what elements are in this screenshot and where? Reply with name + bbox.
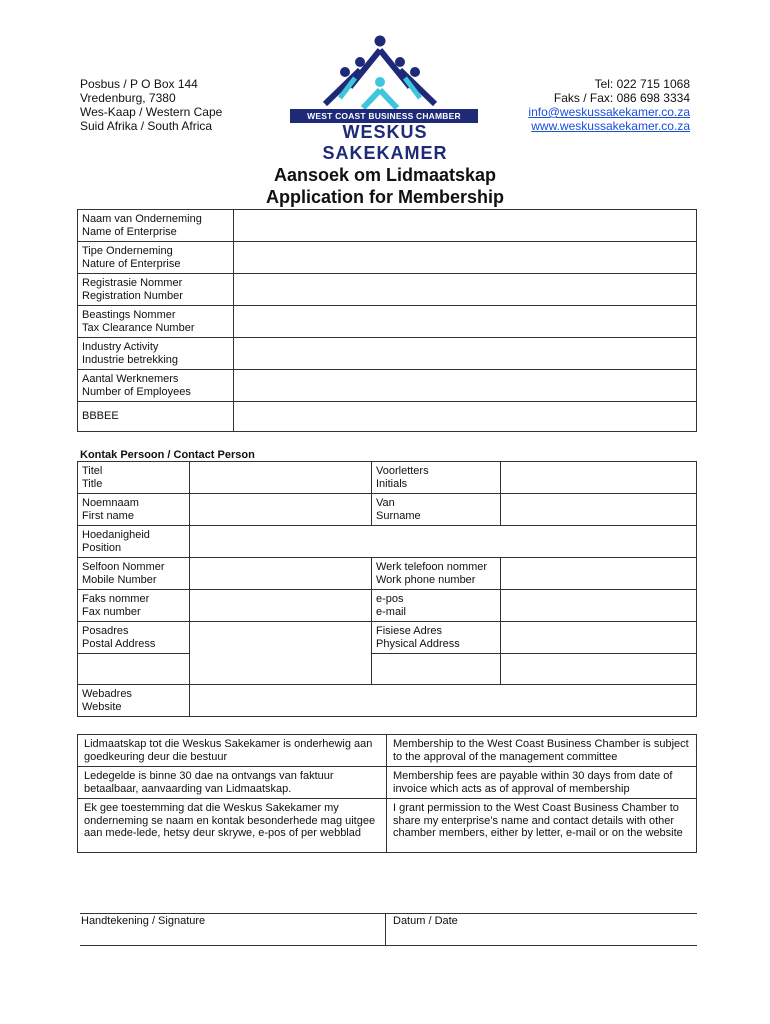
page-title-english: Application for Membership bbox=[265, 187, 505, 207]
website-link[interactable]: www.weskussakekamer.co.za bbox=[531, 119, 690, 133]
terms-table bbox=[77, 734, 697, 853]
logo-name: WESKUS SAKEKAMER bbox=[322, 122, 448, 163]
enterprise-table bbox=[77, 209, 697, 432]
label-cell: Hoedanigheid Position bbox=[78, 526, 190, 558]
contact-table bbox=[77, 461, 697, 717]
logo-band: WEST COAST BUSINESS CHAMBER bbox=[290, 109, 478, 123]
physical-address-extra[interactable] bbox=[501, 654, 697, 685]
contact-details-block bbox=[528, 77, 690, 133]
label-cell: Faks nommer Fax number bbox=[78, 590, 190, 622]
address-line: Vredenburg, 7380 bbox=[80, 91, 176, 105]
term-english: Membership fees are payable within 30 days from date of invoice which acts as of approval of membership bbox=[387, 767, 697, 799]
postal-address-input[interactable] bbox=[190, 622, 372, 685]
position-input[interactable] bbox=[190, 526, 697, 558]
term-afrikaans: Lidmaatskap tot die Weskus Sakekamer is onderhewig aan goedkeuring deur die bestuur bbox=[78, 735, 387, 767]
surname-input[interactable] bbox=[501, 494, 697, 526]
enterprise-name-input[interactable] bbox=[234, 210, 697, 242]
label-cell: Webadres Website bbox=[78, 685, 190, 717]
label-cell: Tipe Onderneming Nature of Enterprise bbox=[78, 242, 234, 274]
email-link[interactable]: info@weskussakekamer.co.za bbox=[528, 105, 690, 119]
term-afrikaans: Ek gee toestemming dat die Weskus Sakekamer my onderneming se naam en kontak besonderhede mag uitgee aan mede-lede, hetsy deur skrywe, e-pos of per webblad bbox=[78, 799, 387, 853]
tax-clearance-input[interactable] bbox=[234, 306, 697, 338]
postal-address-extra[interactable] bbox=[78, 654, 190, 685]
industry-activity-input[interactable] bbox=[234, 338, 697, 370]
label-cell: Registrasie Nommer Registration Number bbox=[78, 274, 234, 306]
signature-divider bbox=[385, 913, 386, 945]
label-cell: Posadres Postal Address bbox=[78, 622, 190, 654]
initials-input[interactable] bbox=[501, 462, 697, 494]
physical-address-input[interactable] bbox=[501, 622, 697, 654]
registration-number-input[interactable] bbox=[234, 274, 697, 306]
page-title-afrikaans: Aansoek om Lidmaatskap bbox=[273, 165, 497, 185]
label-cell: Noemnaam First name bbox=[78, 494, 190, 526]
label-cell: Titel Title bbox=[78, 462, 190, 494]
first-name-input[interactable] bbox=[190, 494, 372, 526]
enterprise-nature-input[interactable] bbox=[234, 242, 697, 274]
physical-address-extra-label bbox=[372, 654, 501, 685]
label-cell: Beastings Nommer Tax Clearance Number bbox=[78, 306, 234, 338]
email-input[interactable] bbox=[501, 590, 697, 622]
label-cell: e-pos e-mail bbox=[372, 590, 501, 622]
label-cell: Voorletters Initials bbox=[372, 462, 501, 494]
address-line: Wes-Kaap / Western Cape bbox=[80, 105, 223, 119]
label-cell: Fisiese Adres Physical Address bbox=[372, 622, 501, 654]
bbbee-input[interactable] bbox=[234, 402, 697, 432]
date-field[interactable]: Datum / Date bbox=[393, 915, 458, 927]
label-cell: Naam van Onderneming Name of Enterprise bbox=[78, 210, 234, 242]
signature-bottom-line bbox=[80, 945, 697, 946]
fax: Faks / Fax: 086 698 3334 bbox=[553, 91, 690, 105]
label-cell: Selfoon Nommer Mobile Number bbox=[78, 558, 190, 590]
term-english: Membership to the West Coast Business Chamber is subject to the approval of the management committee bbox=[387, 735, 697, 767]
mobile-number-input[interactable] bbox=[190, 558, 372, 590]
address-line: Posbus / P O Box 144 bbox=[80, 77, 198, 91]
contact-heading: Kontak Persoon / Contact Person bbox=[80, 449, 255, 461]
postal-address-block bbox=[80, 77, 222, 133]
label-cell: Industry Activity Industrie betrekking bbox=[78, 338, 234, 370]
signature-field[interactable]: Handtekening / Signature bbox=[81, 915, 206, 927]
label-cell: Van Surname bbox=[372, 494, 501, 526]
signature-top-line bbox=[80, 913, 697, 914]
fax-number-input[interactable] bbox=[190, 590, 372, 622]
address-line: Suid Afrika / South Africa bbox=[80, 119, 213, 133]
label-cell: Aantal Werknemers Number of Employees bbox=[78, 370, 234, 402]
title-input[interactable] bbox=[190, 462, 372, 494]
term-english: I grant permission to the West Coast Business Chamber to share my enterprise’s name and contact details with other chamber members, either by letter, e-mail or on the website bbox=[387, 799, 697, 853]
telephone: Tel: 022 715 1068 bbox=[594, 77, 690, 91]
work-phone-input[interactable] bbox=[501, 558, 697, 590]
label-cell: Werk telefoon nommer Work phone number bbox=[372, 558, 501, 590]
employees-input[interactable] bbox=[234, 370, 697, 402]
website-input[interactable] bbox=[190, 685, 697, 717]
label-cell: BBBEE bbox=[78, 402, 234, 432]
term-afrikaans: Ledegelde is binne 30 dae na ontvangs van faktuur betaalbaar, aanvaarding van Lidmaatskap. bbox=[78, 767, 387, 799]
